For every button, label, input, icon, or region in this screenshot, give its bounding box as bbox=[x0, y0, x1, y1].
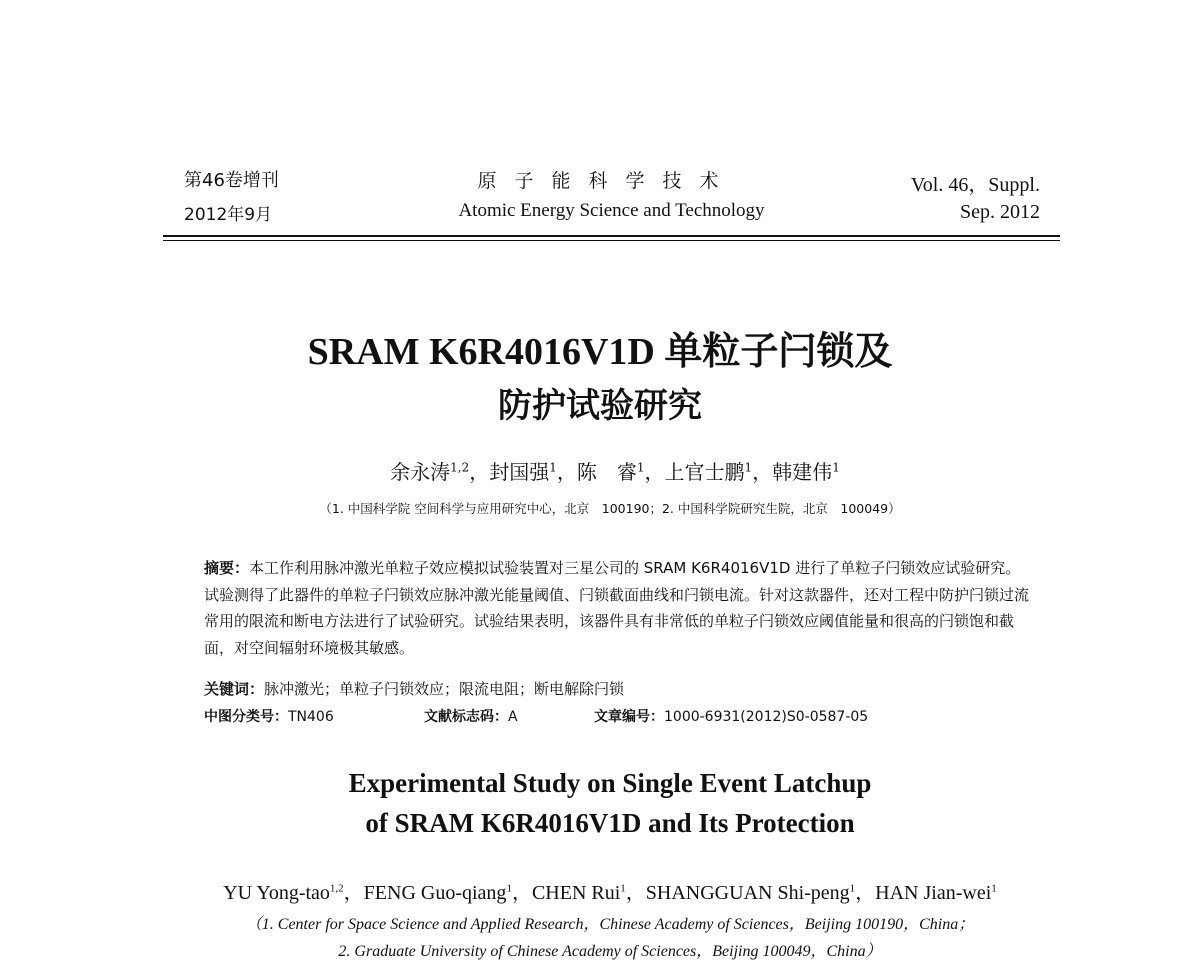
journal-title-cn: 原子能科学技术 bbox=[477, 170, 737, 192]
author-cn: 陈 睿$^1$， bbox=[576, 460, 665, 484]
author-cn: 上官士鹏$^1$， bbox=[664, 460, 773, 484]
author-en: FENG Guo-qiang$^1$， bbox=[363, 882, 532, 904]
abstract-text: 本工作利用脉冲激光单粒子效应模拟试验装置对三星公司的 SRAM K6R4016V1D 进行了单粒子闩锁效应试验研究。试验测得了此器件的单粒子闩锁效应脉冲激光能量阈值、闩锁截面曲线和闩锁电流。针对这款器件，还对工程中防护闩锁过流常用的限流和断电方法进行了试验研究。试验结果表明，该器件具有非常低的单粒子闩锁效应阈值能量和很高的闩锁饱和截面，对空间辐射环境极其敏感。 bbox=[204, 559, 1030, 657]
author-cn: 封国强$^1$， bbox=[489, 460, 577, 484]
affiliation-cn: （1. 中国科学院 空间科学与应用研究中心，北京 100190；2. 中国科学院研究生院，北京 100049） bbox=[319, 501, 901, 516]
keywords bbox=[204, 678, 624, 699]
keywords-label: 关键词： bbox=[204, 680, 265, 698]
keywords-text: 脉冲激光；单粒子闩锁效应；限流电阻；断电解除闩锁 bbox=[264, 680, 625, 698]
author-cn: 韩建伟$^1$ bbox=[772, 460, 840, 484]
title-en-line2: of SRAM K6R4016V1D and Its Protection bbox=[365, 808, 855, 838]
date-en: Sep. 2012 bbox=[960, 201, 1040, 223]
volume-en: Vol. 46，Suppl. bbox=[910, 174, 1040, 196]
author-en: HAN Jian-wei$^1$ bbox=[875, 882, 997, 904]
abstract bbox=[204, 555, 1034, 661]
classification-row bbox=[204, 706, 1104, 726]
clc-label: 中图分类号： bbox=[204, 709, 288, 725]
author-en: YU Yong-tao$^{1,2}$， bbox=[223, 882, 364, 904]
article-number-value: 1000-6931(2012)S0-0587-05 bbox=[664, 709, 869, 725]
author-cn: 余永涛$^{1,2}$， bbox=[390, 460, 490, 484]
affiliation-en: （1. Center for Space Science and Applied Research，Chinese Academy of Sciences，Beijing 100190，China； bbox=[245, 916, 975, 933]
title-cn-line1: SRAM K6R4016V1D 单粒子闩锁及 bbox=[307, 331, 893, 373]
doc-code-value: A bbox=[508, 709, 518, 725]
authors-en bbox=[0, 876, 1200, 905]
author-en: SHANGGUAN Shi-peng$^1$， bbox=[645, 882, 876, 904]
date-cn: 2012年9月 bbox=[184, 205, 273, 225]
header-rule-thick bbox=[163, 235, 1060, 237]
clc-value: TN406 bbox=[288, 709, 334, 725]
author-en: CHEN Rui$^1$， bbox=[531, 882, 646, 904]
doc-code-label: 文献标志码： bbox=[424, 709, 508, 725]
volume-cn: 第46卷增刊 bbox=[184, 170, 279, 191]
affiliation-en-line2: 2. Graduate University of Chinese Academy of Sciences，Beijing 100049，China） bbox=[338, 943, 882, 960]
abstract-label: 摘要： bbox=[204, 559, 250, 577]
title-en-line1: Experimental Study on Single Event Latchup bbox=[348, 768, 872, 798]
header-rule-thin bbox=[163, 240, 1060, 241]
article-number-label: 文章编号： bbox=[594, 709, 664, 725]
authors-cn bbox=[0, 456, 1200, 485]
journal-title-en: Atomic Energy Science and Technology bbox=[458, 200, 765, 221]
title-cn-line2: 防护试验研究 bbox=[498, 386, 702, 426]
